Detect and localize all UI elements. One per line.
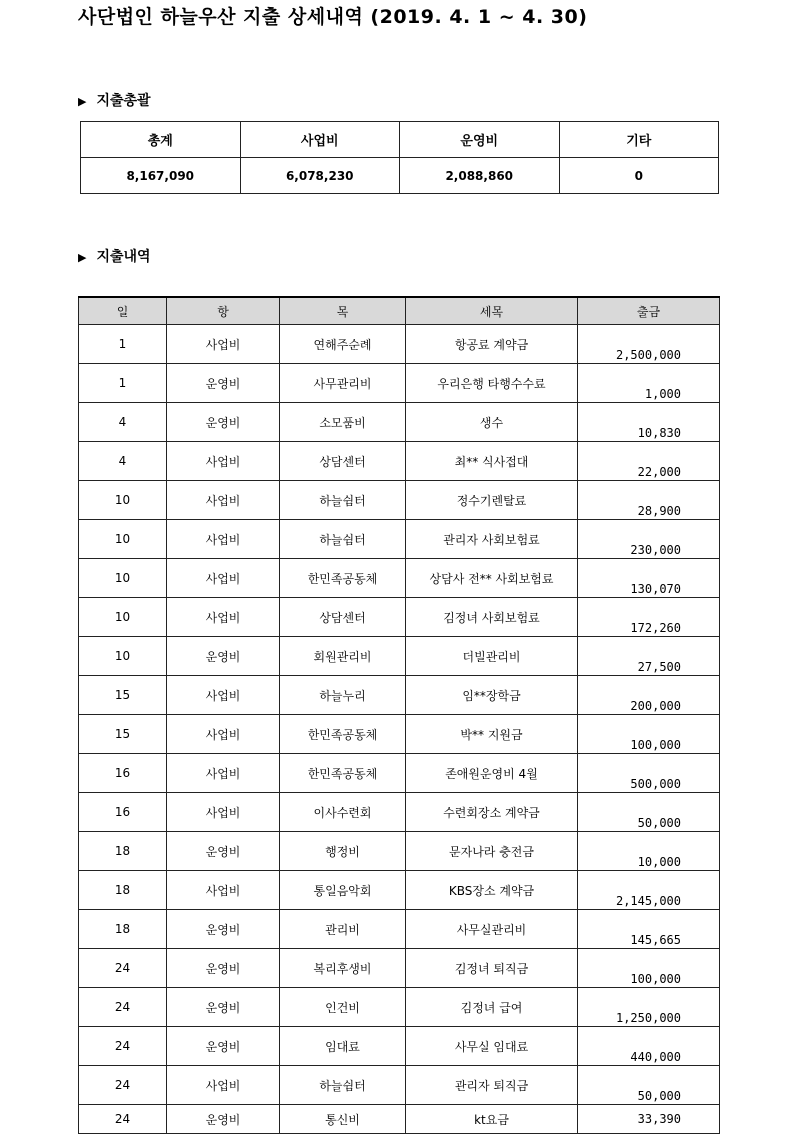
table-row xyxy=(79,988,720,1027)
row-item-cell: 운영비 xyxy=(167,832,280,871)
row-amount-cell: 10,000 xyxy=(578,832,720,871)
row-day-cell: 4 xyxy=(79,442,167,481)
row-detail-cell: kt요금 xyxy=(406,1105,578,1134)
row-detail-cell: 항공료 계약금 xyxy=(406,325,578,364)
row-day-cell: 10 xyxy=(79,637,167,676)
row-item-cell: 운영비 xyxy=(167,1027,280,1066)
row-category-cell: 상담센터 xyxy=(280,442,406,481)
row-day-cell: 10 xyxy=(79,559,167,598)
row-detail-cell: 최** 식사접대 xyxy=(406,442,578,481)
table-row xyxy=(79,403,720,442)
row-detail-cell: 임**장학금 xyxy=(406,676,578,715)
row-item-cell: 운영비 xyxy=(167,910,280,949)
row-day-cell: 16 xyxy=(79,793,167,832)
row-item-cell: 사업비 xyxy=(167,871,280,910)
row-item-cell: 사업비 xyxy=(167,754,280,793)
expenditure-summary-table xyxy=(80,121,719,194)
row-day-cell: 18 xyxy=(79,910,167,949)
row-detail-cell: 우리은행 타행수수료 xyxy=(406,364,578,403)
row-amount-cell: 22,000 xyxy=(578,442,720,481)
row-amount-cell: 1,250,000 xyxy=(578,988,720,1027)
table-row xyxy=(79,442,720,481)
row-detail-cell: 생수 xyxy=(406,403,578,442)
row-category-cell: 통일음악회 xyxy=(280,871,406,910)
table-row xyxy=(79,910,720,949)
table-row xyxy=(79,1066,720,1105)
row-day-cell: 15 xyxy=(79,715,167,754)
summary-total-value: 8,167,090 xyxy=(81,158,241,194)
row-category-cell: 소모품비 xyxy=(280,403,406,442)
row-amount-cell: 130,070 xyxy=(578,559,720,598)
row-category-cell: 회원관리비 xyxy=(280,637,406,676)
row-amount-cell: 2,500,000 xyxy=(578,325,720,364)
detail-header-row xyxy=(79,297,720,325)
row-day-cell: 24 xyxy=(79,1105,167,1134)
row-detail-cell: 김정녀 급여 xyxy=(406,988,578,1027)
row-detail-cell: 관리자 사회보험료 xyxy=(406,520,578,559)
detail-table-body xyxy=(79,325,720,1134)
header-category: 목 xyxy=(280,297,406,325)
row-day-cell: 1 xyxy=(79,325,167,364)
row-item-cell: 운영비 xyxy=(167,364,280,403)
table-row xyxy=(79,871,720,910)
row-detail-cell: 문자나라 충전금 xyxy=(406,832,578,871)
row-category-cell: 한민족공동체 xyxy=(280,559,406,598)
table-row xyxy=(79,598,720,637)
detail-heading-label: 지출내역 xyxy=(96,249,151,265)
summary-operating-value: 2,088,860 xyxy=(400,158,560,194)
table-row xyxy=(79,520,720,559)
row-category-cell: 임대료 xyxy=(280,1027,406,1066)
header-amount: 출금 xyxy=(578,297,720,325)
row-item-cell: 사업비 xyxy=(167,559,280,598)
row-day-cell: 24 xyxy=(79,1066,167,1105)
row-item-cell: 사업비 xyxy=(167,481,280,520)
row-amount-cell: 100,000 xyxy=(578,949,720,988)
row-amount-cell: 33,390 xyxy=(578,1105,720,1134)
row-day-cell: 16 xyxy=(79,754,167,793)
summary-other-value: 0 xyxy=(559,158,719,194)
table-row xyxy=(79,793,720,832)
row-detail-cell: KBS장소 계약금 xyxy=(406,871,578,910)
row-item-cell: 사업비 xyxy=(167,442,280,481)
row-amount-cell: 10,830 xyxy=(578,403,720,442)
triangle-bullet-icon: ▶ xyxy=(78,95,87,108)
table-row xyxy=(79,325,720,364)
row-amount-cell: 50,000 xyxy=(578,1066,720,1105)
row-item-cell: 운영비 xyxy=(167,1105,280,1134)
row-item-cell: 사업비 xyxy=(167,325,280,364)
table-row xyxy=(79,637,720,676)
row-item-cell: 운영비 xyxy=(167,988,280,1027)
row-day-cell: 15 xyxy=(79,676,167,715)
row-day-cell: 24 xyxy=(79,949,167,988)
row-category-cell: 이사수련회 xyxy=(280,793,406,832)
row-day-cell: 10 xyxy=(79,598,167,637)
row-item-cell: 운영비 xyxy=(167,949,280,988)
row-amount-cell: 230,000 xyxy=(578,520,720,559)
summary-header-operating: 운영비 xyxy=(400,122,560,158)
row-day-cell: 4 xyxy=(79,403,167,442)
header-detail: 세목 xyxy=(406,297,578,325)
header-item: 항 xyxy=(167,297,280,325)
row-amount-cell: 1,000 xyxy=(578,364,720,403)
row-day-cell: 18 xyxy=(79,832,167,871)
summary-header-other: 기타 xyxy=(559,122,719,158)
summary-header-row xyxy=(81,122,719,158)
row-day-cell: 10 xyxy=(79,520,167,559)
row-category-cell: 통신비 xyxy=(280,1105,406,1134)
row-item-cell: 사업비 xyxy=(167,598,280,637)
row-detail-cell: 김정녀 퇴직금 xyxy=(406,949,578,988)
header-day: 일 xyxy=(79,297,167,325)
row-category-cell: 한민족공동체 xyxy=(280,715,406,754)
row-detail-cell: 사무실 임대료 xyxy=(406,1027,578,1066)
summary-header-total: 총계 xyxy=(81,122,241,158)
row-amount-cell: 100,000 xyxy=(578,715,720,754)
row-category-cell: 하늘누리 xyxy=(280,676,406,715)
row-category-cell: 상담센터 xyxy=(280,598,406,637)
row-category-cell: 복리후생비 xyxy=(280,949,406,988)
row-day-cell: 24 xyxy=(79,988,167,1027)
table-row xyxy=(79,949,720,988)
summary-section-heading xyxy=(78,90,151,110)
row-amount-cell: 50,000 xyxy=(578,793,720,832)
table-row xyxy=(79,715,720,754)
row-amount-cell: 172,260 xyxy=(578,598,720,637)
row-day-cell: 18 xyxy=(79,871,167,910)
table-row xyxy=(79,559,720,598)
detail-section-heading xyxy=(78,246,151,266)
row-category-cell: 사무관리비 xyxy=(280,364,406,403)
table-row xyxy=(79,754,720,793)
table-row xyxy=(79,1027,720,1066)
row-amount-cell: 500,000 xyxy=(578,754,720,793)
row-category-cell: 인건비 xyxy=(280,988,406,1027)
row-amount-cell: 200,000 xyxy=(578,676,720,715)
row-amount-cell: 440,000 xyxy=(578,1027,720,1066)
row-day-cell: 24 xyxy=(79,1027,167,1066)
document-title: 사단법인 하늘우산 지출 상세내역 (2019. 4. 1 ~ 4. 30) xyxy=(78,6,588,28)
summary-header-business: 사업비 xyxy=(240,122,400,158)
row-day-cell: 10 xyxy=(79,481,167,520)
row-detail-cell: 더빌관리비 xyxy=(406,637,578,676)
row-amount-cell: 27,500 xyxy=(578,637,720,676)
row-item-cell: 운영비 xyxy=(167,403,280,442)
table-row xyxy=(79,676,720,715)
row-category-cell: 한민족공동체 xyxy=(280,754,406,793)
row-detail-cell: 정수기렌탈료 xyxy=(406,481,578,520)
row-item-cell: 운영비 xyxy=(167,637,280,676)
table-row xyxy=(79,481,720,520)
row-category-cell: 관리비 xyxy=(280,910,406,949)
row-category-cell: 행정비 xyxy=(280,832,406,871)
row-category-cell: 하늘쉼터 xyxy=(280,1066,406,1105)
table-row xyxy=(79,832,720,871)
row-category-cell: 하늘쉼터 xyxy=(280,481,406,520)
row-amount-cell: 145,665 xyxy=(578,910,720,949)
row-detail-cell: 김정녀 사회보험료 xyxy=(406,598,578,637)
row-item-cell: 사업비 xyxy=(167,1066,280,1105)
row-item-cell: 사업비 xyxy=(167,715,280,754)
row-detail-cell: 존애원운영비 4월 xyxy=(406,754,578,793)
row-detail-cell: 사무실관리비 xyxy=(406,910,578,949)
table-row xyxy=(79,364,720,403)
row-item-cell: 사업비 xyxy=(167,793,280,832)
row-detail-cell: 관리자 퇴직금 xyxy=(406,1066,578,1105)
row-detail-cell: 수련회장소 계약금 xyxy=(406,793,578,832)
row-day-cell: 1 xyxy=(79,364,167,403)
row-item-cell: 사업비 xyxy=(167,676,280,715)
summary-heading-label: 지출총괄 xyxy=(96,93,151,109)
row-detail-cell: 상담사 전** 사회보험료 xyxy=(406,559,578,598)
row-detail-cell: 박** 지원금 xyxy=(406,715,578,754)
table-row xyxy=(79,1105,720,1134)
triangle-bullet-icon: ▶ xyxy=(78,251,87,264)
row-amount-cell: 2,145,000 xyxy=(578,871,720,910)
summary-value-row xyxy=(81,158,719,194)
row-amount-cell: 28,900 xyxy=(578,481,720,520)
summary-business-value: 6,078,230 xyxy=(240,158,400,194)
row-category-cell: 연해주순례 xyxy=(280,325,406,364)
expenditure-detail-table xyxy=(78,296,720,1134)
row-category-cell: 하늘쉼터 xyxy=(280,520,406,559)
row-item-cell: 사업비 xyxy=(167,520,280,559)
